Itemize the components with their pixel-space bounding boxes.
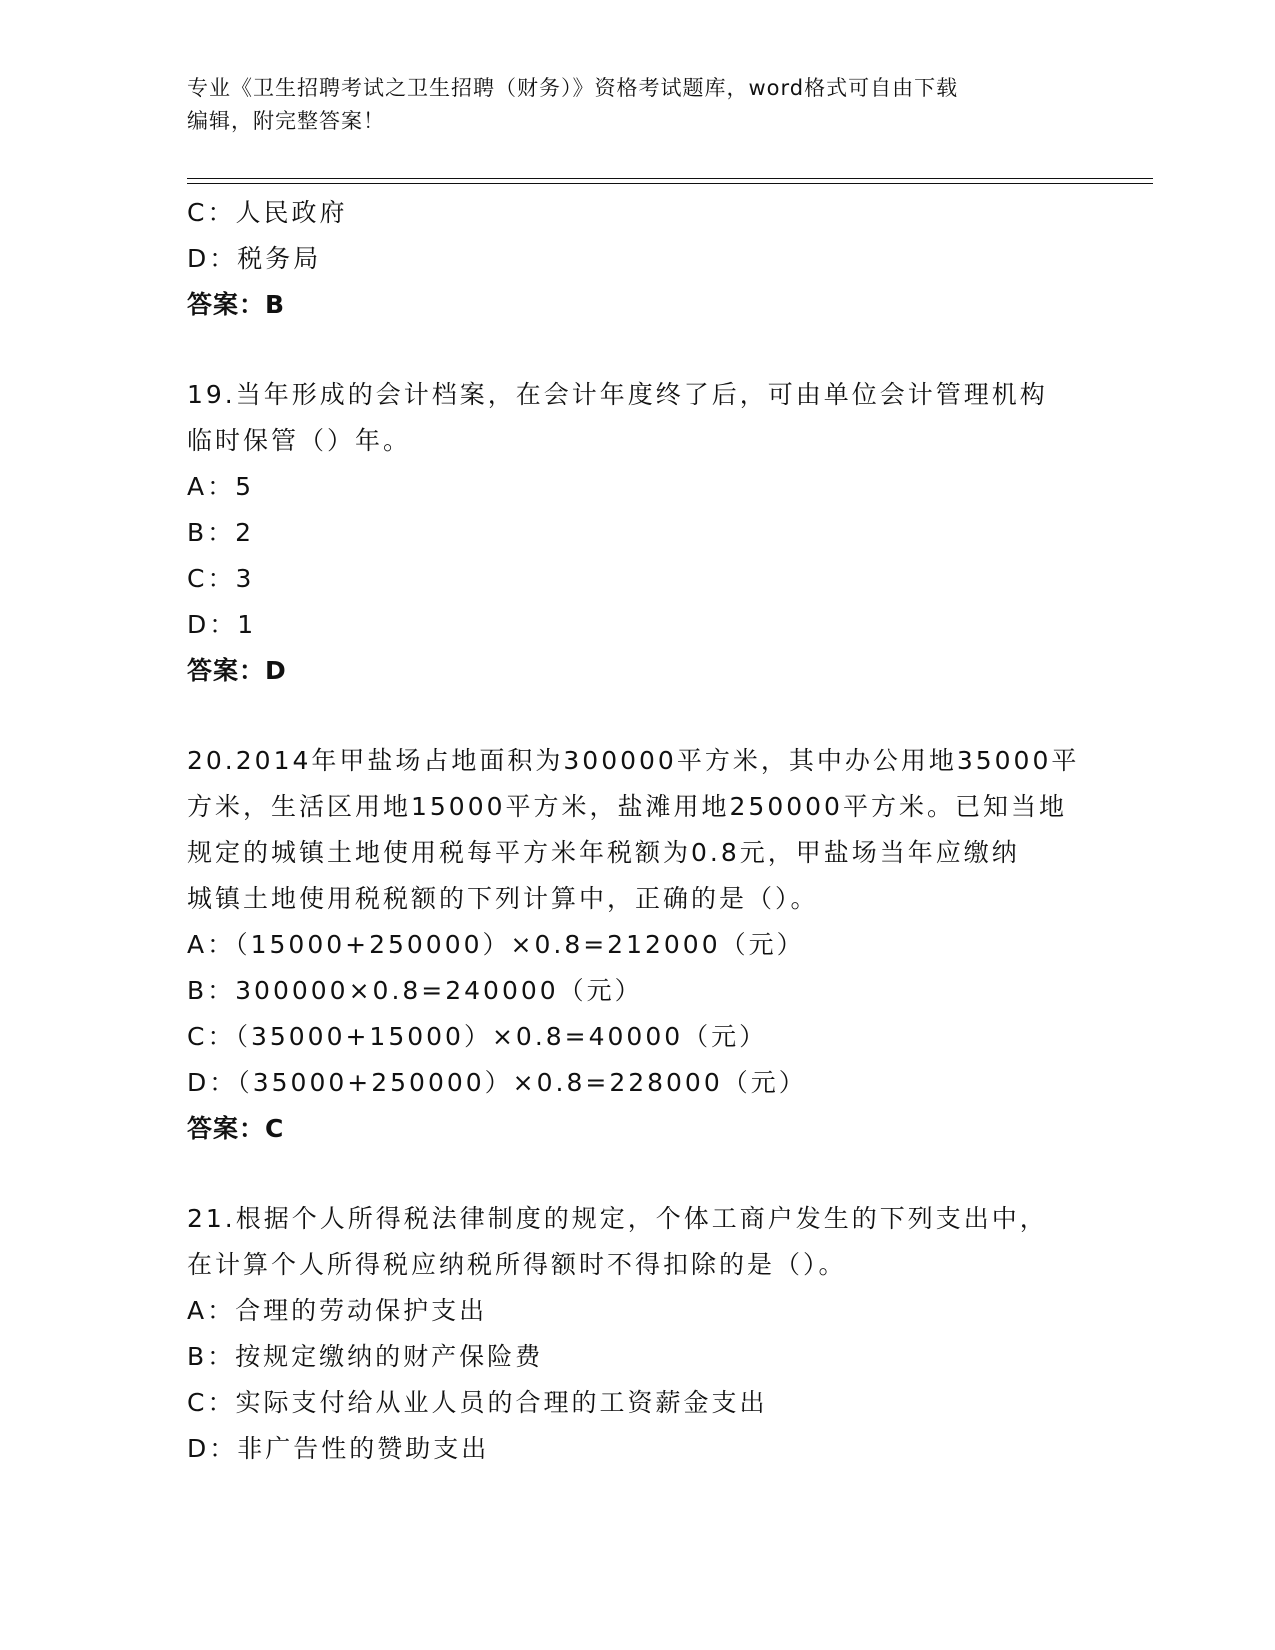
question-text-line: 规定的城镇土地使用税每平方米年税额为0.8元，甲盐场当年应缴纳 (187, 838, 1020, 867)
question-21 (187, 1196, 1087, 1472)
question-text-line: 在计算个人所得税应纳税所得额时不得扣除的是（）。 (187, 1250, 847, 1279)
answer: 答案：D (187, 656, 287, 685)
spacer (187, 1152, 1087, 1196)
question-20 (187, 738, 1087, 1152)
question-text-line: 城镇土地使用税税额的下列计算中，正确的是（）。 (187, 884, 819, 913)
header-line-2: 编辑，附完整答案！ (187, 109, 385, 133)
question-text-line: 20.2014年甲盐场占地面积为300000平方米，其中办公用地35000平 (187, 746, 1080, 775)
option-d: D：税务局 (187, 244, 322, 273)
option-b: B：2 (187, 518, 255, 547)
answer: 答案：B (187, 290, 286, 319)
option-a: A：5 (187, 472, 255, 501)
option-a: A：合理的劳动保护支出 (187, 1296, 488, 1325)
header-rule-top (187, 178, 1153, 179)
option-d: D：（35000+250000）×0.8=228000（元） (187, 1068, 807, 1097)
option-c: C：实际支付给从业人员的合理的工资薪金支出 (187, 1388, 768, 1417)
header-rule-bottom (187, 183, 1153, 184)
question-content (187, 190, 1087, 1472)
spacer (187, 328, 1087, 372)
question-text-line: 21.根据个人所得税法律制度的规定，个体工商户发生的下列支出中， (187, 1204, 1048, 1233)
option-c: C：人民政府 (187, 198, 348, 227)
option-b: B：按规定缴纳的财产保险费 (187, 1342, 544, 1371)
question-19 (187, 372, 1087, 694)
question-text-line: 19.当年形成的会计档案，在会计年度终了后，可由单位会计管理机构 (187, 380, 1048, 409)
document-header (187, 72, 1087, 138)
question-text-line: 临时保管（）年。 (187, 426, 412, 455)
answer: 答案：C (187, 1114, 285, 1143)
option-c: C：（35000+15000）×0.8=40000（元） (187, 1022, 768, 1051)
option-a: A：（15000+250000）×0.8=212000（元） (187, 930, 805, 959)
header-line-1: 专业《卫生招聘考试之卫生招聘（财务）》资格考试题库，word格式可自由下载 (187, 76, 959, 100)
option-d: D：1 (187, 610, 257, 639)
option-d: D：非广告性的赞助支出 (187, 1434, 490, 1463)
question-text-line: 方米，生活区用地15000平方米，盐滩用地250000平方米。已知当地 (187, 792, 1067, 821)
option-c: C：3 (187, 564, 255, 593)
previous-question-tail (187, 190, 1087, 328)
spacer (187, 694, 1087, 738)
option-b: B：300000×0.8=240000（元） (187, 976, 643, 1005)
